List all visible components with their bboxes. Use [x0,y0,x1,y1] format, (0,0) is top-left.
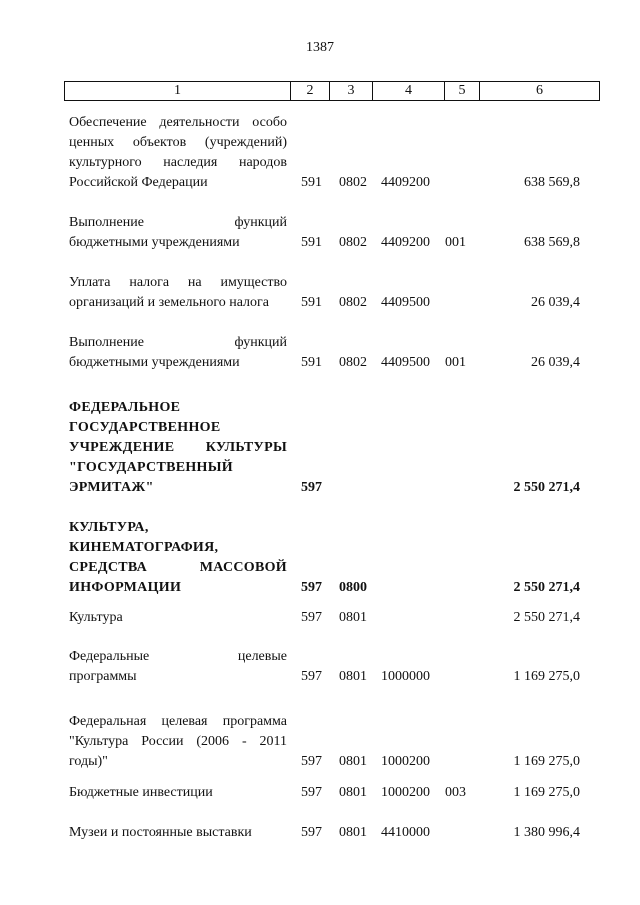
row-description [69,783,287,803]
description-line: Выполнение функций [69,215,287,230]
description-line: бюджетными учреждениями [69,355,240,370]
description-line: Выполнение функций [69,335,287,350]
description-line: Бюджетные инвестиции [69,785,213,800]
table-header [64,81,600,101]
col-rz: 0802 [339,355,367,370]
row-description [69,823,287,843]
header-col-6: 6 [536,83,543,98]
description-line: СРЕДСТВА МАССОВОЙ [69,560,287,575]
col-ved: 597 [301,669,322,684]
col-csr: 4409200 [381,235,430,250]
col-sum: 1 169 275,0 [513,669,580,684]
col-csr: 4410000 [381,825,430,840]
description-line: ЭРМИТАЖ" [69,480,154,495]
row-description [69,273,287,313]
col-ved: 591 [301,295,322,310]
description-line: Российской Федерации [69,175,208,190]
header-col-5: 5 [445,82,480,100]
col-csr: 1000000 [381,669,430,684]
col-csr: 4409200 [381,175,430,190]
col-sum: 2 550 271,4 [513,610,580,625]
col-rz: 0801 [339,669,367,684]
description-line: ФЕДЕРАЛЬНОЕ [69,400,181,415]
col-csr: 1000200 [381,754,430,769]
description-line: Уплата налога на имущество [69,275,287,290]
description-line: Музеи и постоянные выставки [69,825,252,840]
col-vr: 001 [445,355,466,370]
description-line: культурного наследия народов [69,155,287,170]
description-line: КУЛЬТУРА, [69,520,149,535]
col-vr: 001 [445,235,466,250]
col-sum: 2 550 271,4 [513,480,580,495]
col-sum: 1 169 275,0 [513,754,580,769]
col-ved: 597 [301,610,322,625]
col-rz: 0801 [339,785,367,800]
description-line: годы)" [69,754,108,769]
col-rz: 0800 [339,580,367,595]
col-rz: 0801 [339,610,367,625]
description-line: Культура [69,610,123,625]
col-vr: 003 [445,785,466,800]
col-ved: 597 [301,825,322,840]
description-line: организаций и земельного налога [69,295,269,310]
col-rz: 0802 [339,235,367,250]
col-ved: 597 [301,785,322,800]
row-description [69,712,287,772]
col-sum: 26 039,4 [531,295,580,310]
header-col-4: 4 [373,82,445,100]
header-col-1: 1 [65,82,291,100]
description-line: "ГОСУДАРСТВЕННЫЙ [69,460,233,475]
description-line: Федеральные целевые [69,649,287,664]
description-line: "Культура России (2006 - 2011 [69,734,287,749]
row-description [69,647,287,687]
header-col-2: 2 [291,82,330,100]
description-line: программы [69,669,137,684]
col-csr: 4409500 [381,295,430,310]
col-sum: 638 569,8 [524,175,580,190]
description-line: УЧРЕЖДЕНИЕ КУЛЬТУРЫ [69,440,287,455]
col-ved: 591 [301,235,322,250]
col-ved: 597 [301,754,322,769]
col-rz: 0802 [339,175,367,190]
col-ved: 591 [301,175,322,190]
header-col-3: 3 [330,82,373,100]
page-number: 1387 [306,40,334,55]
row-description [69,518,287,598]
description-line: ГОСУДАРСТВЕННОЕ [69,420,221,435]
col-rz: 0801 [339,754,367,769]
row-description [69,333,287,373]
description-line: Обеспечение деятельности особо [69,115,287,130]
col-sum: 2 550 271,4 [513,580,580,595]
description-line: ИНФОРМАЦИИ [69,580,182,595]
description-line: КИНЕМАТОГРАФИЯ, [69,540,219,555]
col-sum: 1 380 996,4 [513,825,580,840]
row-description [69,608,287,628]
description-line: бюджетными учреждениями [69,235,240,250]
row-description [69,213,287,253]
row-description [69,113,287,193]
col-csr: 1000200 [381,785,430,800]
col-csr: 4409500 [381,355,430,370]
col-ved: 591 [301,355,322,370]
col-ved: 597 [301,480,322,495]
col-sum: 638 569,8 [524,235,580,250]
col-sum: 26 039,4 [531,355,580,370]
description-line: ценных объектов (учреждений) [69,135,287,150]
col-ved: 597 [301,580,322,595]
row-description [69,398,287,498]
col-rz: 0802 [339,295,367,310]
col-sum: 1 169 275,0 [513,785,580,800]
description-line: Федеральная целевая программа [69,714,287,729]
col-rz: 0801 [339,825,367,840]
